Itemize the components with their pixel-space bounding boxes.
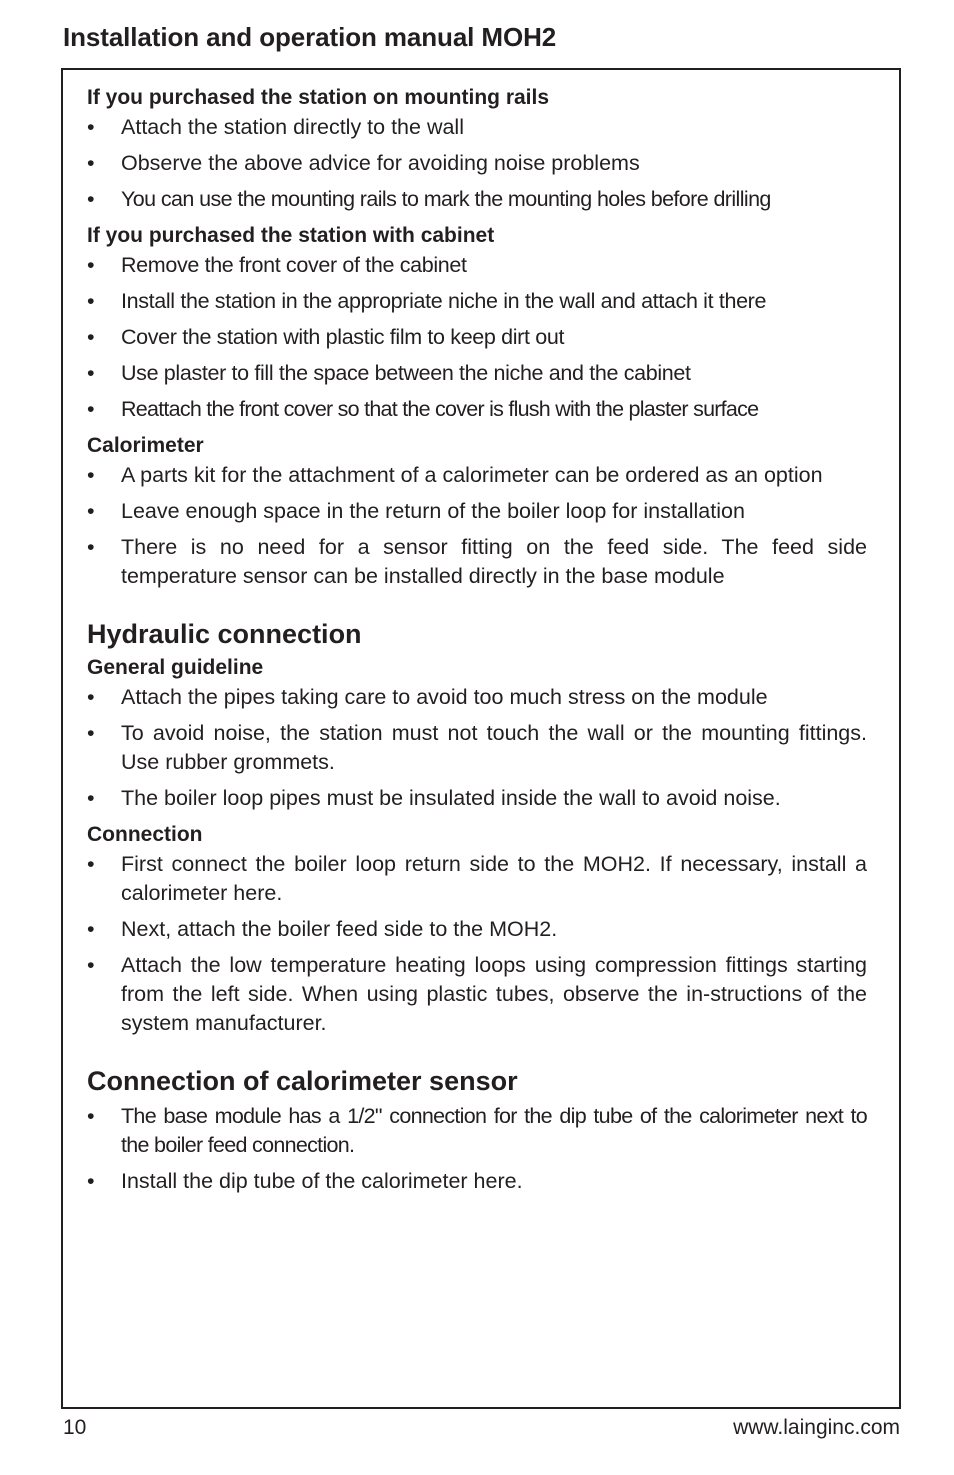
bullet-icon: •: [87, 721, 95, 745]
page-title: Installation and operation manual MOH2: [63, 22, 557, 52]
list-item: • You can use the mounting rails to mark the mounting holes before drilling: [87, 185, 867, 214]
calorimeter-list: [87, 461, 867, 591]
bullet-icon: •: [87, 187, 94, 211]
calorimeter-heading: Calorimeter: [87, 434, 204, 457]
bullet-icon: •: [87, 325, 95, 349]
list-item: • A parts kit for the attachment of a calorimeter can be ordered as an option: [87, 461, 867, 490]
cabinet-heading: If you purchased the station with cabinet: [87, 224, 495, 247]
cabinet-list: [87, 251, 867, 424]
hydraulic-title: Hydraulic connection: [87, 619, 362, 649]
bullet-icon: •: [87, 852, 95, 876]
list-item: • Cover the station with plastic film to keep dirt out: [87, 323, 867, 352]
rails-heading: If you purchased the station on mounting rails: [87, 86, 550, 109]
bullet-icon: •: [87, 953, 95, 977]
list-item: • Attach the low temperature heating loops using compression fittings starting from the left side. When using plastic tubes, observe the in-structions of the system manufacturer.: [87, 953, 867, 1035]
bullet-icon: •: [87, 499, 95, 523]
bullet-icon: •: [87, 1104, 94, 1128]
rails-list: [87, 113, 867, 214]
page-number: 10: [63, 1416, 87, 1439]
bullet-icon: •: [87, 361, 95, 385]
general-guideline-heading: General guideline: [87, 656, 264, 679]
list-item: • The base module has a 1/2" connection for the dip tube of the calorimeter next to the boiler feed connection.: [87, 1104, 867, 1157]
bullet-icon: •: [87, 289, 95, 313]
list-item: • The boiler loop pipes must be insulated inside the wall to avoid noise.: [87, 784, 867, 813]
bullet-icon: •: [87, 917, 95, 941]
list-item: • To avoid noise, the station must not touch the wall or the mounting fittings. Use rubber grommets.: [87, 721, 867, 774]
bullet-icon: •: [87, 397, 94, 421]
connection-heading: Connection: [87, 823, 203, 846]
footer-url: www.lainginc.com: [733, 1416, 900, 1439]
list-item: • First connect the boiler loop return side to the MOH2. If necessary, install a calorimeter here.: [87, 852, 867, 905]
bullet-icon: •: [87, 253, 95, 277]
bullet-icon: •: [87, 535, 95, 559]
list-item: • Next, attach the boiler feed side to the MOH2.: [87, 915, 867, 944]
bullet-icon: •: [87, 1169, 95, 1193]
bullet-icon: •: [87, 685, 95, 709]
list-item: • Observe the above advice for avoiding noise problems: [87, 149, 867, 178]
list-item: • Remove the front cover of the cabinet: [87, 251, 867, 280]
bullet-icon: •: [87, 151, 95, 175]
connection-list: [87, 850, 867, 1038]
bullet-icon: •: [87, 115, 95, 139]
bullet-icon: •: [87, 786, 95, 810]
manual-content: [87, 83, 867, 1203]
list-item: • Reattach the front cover so that the cover is flush with the plaster surface: [87, 395, 867, 424]
list-item: • Install the dip tube of the calorimeter here.: [87, 1167, 867, 1196]
list-item: • Install the station in the appropriate niche in the wall and attach it there: [87, 287, 867, 316]
general-guideline-list: [87, 683, 867, 813]
list-item: • Leave enough space in the return of the boiler loop for installation: [87, 497, 867, 526]
sensor-list: [87, 1102, 867, 1196]
list-item: • Attach the station directly to the wall: [87, 113, 867, 142]
sensor-title: Connection of calorimeter sensor: [87, 1066, 518, 1096]
list-item: • Attach the pipes taking care to avoid too much stress on the module: [87, 683, 867, 712]
list-item: • Use plaster to fill the space between the niche and the cabinet: [87, 359, 867, 388]
bullet-icon: •: [87, 463, 95, 487]
list-item: • There is no need for a sensor fitting on the feed side. The feed side temperature sensor can be installed directly in the base module: [87, 535, 867, 588]
